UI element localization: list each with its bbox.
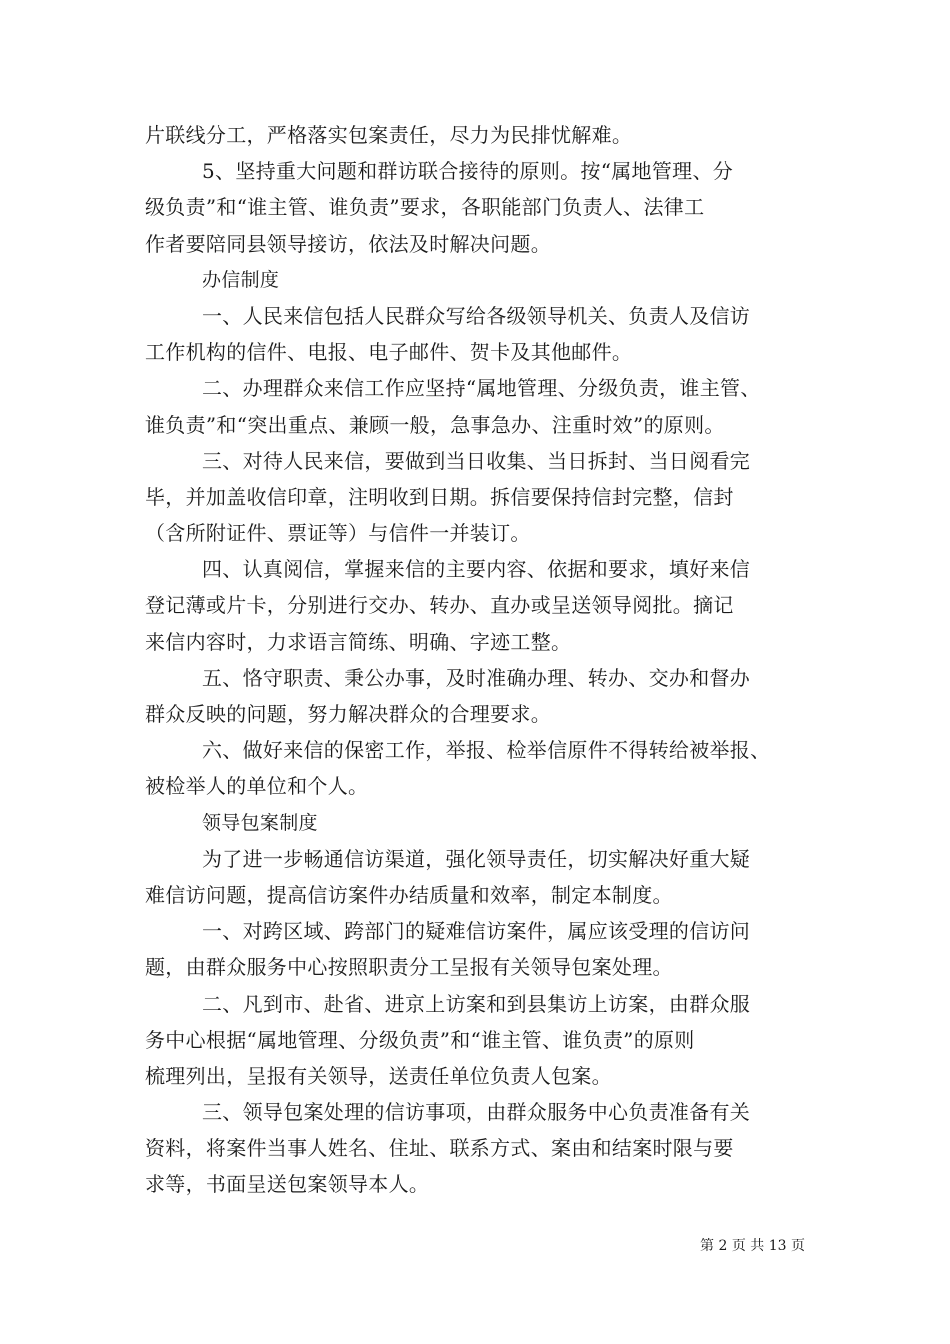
paragraph-line: 作者要陪同县领导接访，依法及时解决问题。: [145, 231, 551, 256]
paragraph-line: 五、恪守职责、秉公办事，及时准确办理、转办、交办和督办: [202, 665, 751, 690]
paragraph-line: 谁负责”和“突出重点、兼顾一般，急事急办、注重时效”的原则。: [145, 412, 725, 437]
document-body: [145, 117, 825, 1203]
paragraph-line: 三、领导包案处理的信访事项，由群众服务中心负责准备有关: [202, 1100, 751, 1125]
paragraph-line: 被检举人的单位和个人。: [145, 774, 369, 799]
paragraph-line: 为了进一步畅通信访渠道，强化领导责任，切实解决好重大疑: [202, 846, 751, 871]
paragraph-line: 级负责”和“谁主管、谁负责”要求，各职能部门负责人、法律工: [145, 195, 705, 220]
paragraph-line: 求等，书面呈送包案领导本人。: [145, 1172, 430, 1197]
paragraph-line: 片联线分工，严格落实包案责任，尽力为民排忧解难。: [145, 123, 633, 147]
paragraph-line: 四、认真阅信，掌握来信的主要内容、依据和要求，填好来信: [202, 557, 751, 582]
paragraph-line: 三、对待人民来信，要做到当日收集、当日拆封、当日阅看完: [202, 448, 751, 473]
paragraph-line: 二、办理群众来信工作应坚持“属地管理、分级负责，谁主管、: [202, 376, 761, 401]
paragraph-line: 群众反映的问题，努力解决群众的合理要求。: [145, 702, 551, 726]
paragraph-line: 5、坚持重大问题和群访联合接待的原则。按“属地管理、分: [202, 159, 734, 184]
paragraph-line: 一、人民来信包括人民群众写给各级领导机关、负责人及信访: [202, 303, 751, 328]
paragraph-line: 资料，将案件当事人姓名、住址、联系方式、案由和结案时限与要: [145, 1136, 734, 1161]
paragraph-line: 来信内容时，力求语言简练、明确、字迹工整。: [145, 629, 572, 654]
page-number: 第 2 页 共 13 页: [700, 1238, 805, 1254]
paragraph-line: 二、凡到市、赴省、进京上访案和到县集访上访案，由群众服: [202, 991, 751, 1016]
paragraph-line: 登记薄或片卡，分别进行交办、转办、直办或呈送领导阅批。摘记: [145, 593, 734, 618]
paragraph-line: 一、对跨区域、跨部门的疑难信访案件，属应该受理的信访问: [202, 919, 751, 944]
section-heading: 办信制度: [202, 268, 280, 291]
section-heading: 领导包案制度: [202, 811, 318, 834]
paragraph-line: 务中心根据“属地管理、分级负责”和“谁主管、谁负责”的原则: [145, 1027, 695, 1052]
paragraph-line: 工作机构的信件、电报、电子邮件、贺卡及其他邮件。: [145, 340, 633, 365]
paragraph-line: （含所附证件、票证等）与信件一并装订。: [145, 521, 531, 546]
paragraph-line: 六、做好来信的保密工作，举报、检举信原件不得转给被举报、: [202, 738, 771, 763]
paragraph-line: 梳理列出，呈报有关领导，送责任单位负责人包案。: [145, 1063, 612, 1088]
paragraph-line: 毕，并加盖收信印章，注明收到日期。拆信要保持信封完整，信封: [145, 484, 734, 509]
paragraph-line: 难信访问题，提高信访案件办结质量和效率，制定本制度。: [145, 882, 673, 907]
paragraph-line: 题，由群众服务中心按照职责分工呈报有关领导包案处理。: [145, 955, 673, 980]
